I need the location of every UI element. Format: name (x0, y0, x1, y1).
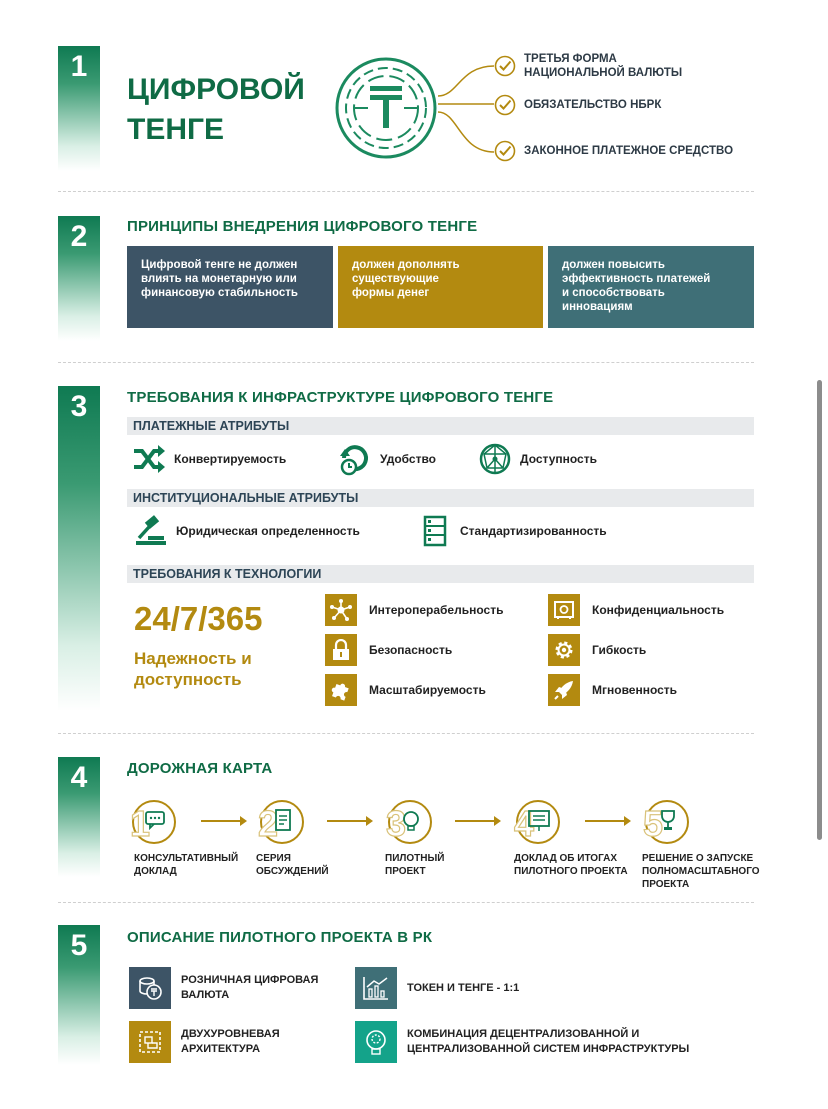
pilot-line: АРХИТЕКТУРА (181, 1043, 261, 1055)
tech-instant (548, 674, 677, 706)
technology-requirements-header: ТРЕБОВАНИЯ К ТЕХНОЛОГИИ (127, 565, 754, 583)
coin-stack-icon (129, 967, 171, 1009)
attr-accessibility (478, 442, 597, 476)
principle-box-stability (127, 246, 333, 328)
roadmap-arrow (327, 820, 371, 822)
principle-line: Цифровой тенге не должен (141, 259, 298, 271)
roadmap-step-4-label (514, 852, 628, 878)
principle-box-complement (338, 246, 543, 328)
principle-line: должен дополнять (352, 259, 460, 271)
section-divider (58, 733, 754, 734)
page-title (127, 70, 305, 150)
roadmap-step-3-lightbulb-icon (384, 798, 432, 846)
tech-interoperability (325, 594, 503, 626)
emblem-item-line-2: НАЦИОНАЛЬНОЙ ВАЛЮТЫ (524, 67, 683, 79)
svg-text:4: 4 (514, 803, 535, 844)
clock-arrow-icon (338, 442, 372, 476)
svg-text:5: 5 (643, 803, 664, 844)
section-2-number-bar (58, 216, 100, 341)
attr-label: Доступность (520, 452, 597, 466)
attr-label: Стандартизированность (460, 524, 607, 538)
pilot-line: ДВУХУРОВНЕВАЯ (181, 1028, 280, 1040)
puzzle-icon (325, 674, 357, 706)
digital-tenge-emblem-icon (334, 56, 438, 160)
title-line-1: ЦИФРОВОЙ (127, 73, 305, 106)
checklist-icon (418, 514, 452, 548)
roadmap-step-2-document-icon (256, 798, 304, 846)
tech-security (325, 634, 452, 666)
gavel-icon (134, 514, 168, 548)
check-circle-icon (494, 94, 516, 116)
roadmap-step-4-report-icon (512, 798, 560, 846)
reliability-caption (134, 648, 252, 690)
emblem-item-line-1: ТРЕТЬЯ ФОРМА (524, 53, 617, 65)
section-2-number: 2 (70, 220, 88, 253)
tech-scalability (325, 674, 486, 706)
attr-legal-certainty (134, 514, 360, 548)
pilot-line: РОЗНИЧНАЯ ЦИФРОВАЯ (181, 974, 319, 986)
principle-line: должен повысить (562, 259, 665, 271)
step-line: ПИЛОТНЫЙ (385, 853, 445, 864)
pilot-line: КОМБИНАЦИЯ ДЕЦЕНТРАЛИЗОВАННОЙ И (407, 1028, 640, 1040)
tech-label: Конфиденциальность (592, 603, 725, 617)
emblem-item-line-1: ОБЯЗАТЕЛЬСТВО НБРК (524, 99, 662, 111)
step-line: ПОЛНОМАСШТАБНОГО (642, 866, 760, 877)
pilot-line: ЦЕНТРАЛИЗОВАННОЙ СИСТЕМ ИНФРАСТРУКТУРЫ (407, 1043, 690, 1055)
pilot-retail-currency (129, 967, 318, 1009)
step-line: ДОКЛАД ОБ ИТОГАХ (514, 853, 618, 864)
step-line: РЕШЕНИЕ О ЗАПУСКЕ (642, 853, 754, 864)
lightbulb-gear-icon (355, 1021, 397, 1063)
section-5-number: 5 (70, 929, 88, 962)
tech-label: Безопасность (369, 643, 453, 657)
section-5-title: ОПИСАНИЕ ПИЛОТНОГО ПРОЕКТА В РК (127, 929, 433, 946)
emblem-item-legal-tender (494, 140, 733, 162)
principle-line: эффективность платежей (562, 273, 711, 285)
section-3-number: 3 (70, 390, 88, 423)
step-line: СЕРИЯ (256, 853, 291, 864)
section-3-title: ТРЕБОВАНИЯ К ИНФРАСТРУКТУРЕ ЦИФРОВОГО ТЕНГЕ (127, 389, 554, 406)
section-divider (58, 191, 754, 192)
reliability-line-2: доступность (134, 670, 242, 689)
attr-label: Юридическая определенность (176, 524, 360, 538)
section-1-number-bar (58, 46, 100, 171)
safe-icon (548, 594, 580, 626)
section-divider (58, 902, 754, 903)
principle-line: существующие (352, 273, 439, 285)
blueprint-icon (129, 1021, 171, 1063)
tech-label: Масштабируемость (369, 683, 486, 697)
svg-text:1: 1 (130, 803, 151, 844)
tech-flexibility (548, 634, 646, 666)
roadmap-step-5-label (642, 852, 760, 891)
attr-standardization (418, 514, 607, 548)
section-1-number: 1 (70, 50, 88, 83)
emblem-item-third-form (494, 52, 682, 80)
roadmap-step-5-trophy-icon (641, 798, 689, 846)
emblem-item-line-1: ЗАКОННОЕ ПЛАТЕЖНОЕ СРЕДСТВО (524, 145, 734, 157)
attr-convertibility (132, 442, 286, 476)
payment-attributes-header: ПЛАТЕЖНЫЕ АТРИБУТЫ (127, 417, 754, 435)
check-circle-icon (494, 140, 516, 162)
step-line: КОНСУЛЬТАТИВНЫЙ (134, 853, 239, 864)
roadmap-step-2-label (256, 852, 329, 878)
tech-label: Интероперабельность (369, 603, 504, 617)
step-line: ПРОЕКТА (642, 879, 690, 890)
section-5-number-bar (58, 925, 100, 1065)
tech-label: Мгновенность (592, 683, 678, 697)
principle-line: инновациям (562, 301, 633, 313)
roadmap-arrow (455, 820, 499, 822)
availability-figure: 24/7/365 (134, 600, 263, 637)
tech-confidentiality (548, 594, 724, 626)
pilot-two-tier (129, 1021, 280, 1063)
lock-icon (325, 634, 357, 666)
roadmap-step-1-chat-icon (128, 798, 176, 846)
hub-nodes-icon (325, 594, 357, 626)
roadmap-arrow (585, 820, 629, 822)
pilot-combination (355, 1021, 689, 1063)
gear-icon (548, 634, 580, 666)
emblem-connector-lines (438, 60, 496, 160)
institutional-attributes-header: ИНСТИТУЦИОНАЛЬНЫЕ АТРИБУТЫ (127, 489, 754, 507)
roadmap-step-3-label (385, 852, 444, 878)
growth-chart-icon (355, 967, 397, 1009)
section-4-number: 4 (70, 761, 88, 794)
step-line: ПРОЕКТ (385, 866, 426, 877)
tech-label: Гибкость (592, 643, 647, 657)
principle-line: влиять на монетарную или (141, 273, 297, 285)
svg-text:2: 2 (258, 803, 279, 844)
attr-convenience (338, 442, 436, 476)
pilot-line: ВАЛЮТА (181, 989, 230, 1001)
attr-label: Удобство (380, 452, 437, 466)
pilot-line: ТОКЕН И ТЕНГЕ - 1:1 (407, 981, 520, 994)
section-4-title: ДОРОЖНАЯ КАРТА (127, 760, 273, 777)
section-divider (58, 362, 754, 363)
check-circle-icon (494, 55, 516, 77)
title-line-2: ТЕНГЕ (127, 113, 225, 146)
section-3-number-bar (58, 386, 100, 711)
roadmap-arrow (201, 820, 245, 822)
step-line: ОБСУЖДЕНИЙ (256, 866, 329, 877)
shuffle-icon (132, 442, 166, 476)
emblem-item-nbrk (494, 94, 661, 116)
rocket-icon (548, 674, 580, 706)
principle-line: финансовую стабильность (141, 287, 298, 299)
section-2-title: ПРИНЦИПЫ ВНЕДРЕНИЯ ЦИФРОВОГО ТЕНГЕ (127, 218, 478, 235)
step-line: ДОКЛАД (134, 866, 177, 877)
principle-line: и способствовать (562, 287, 665, 299)
attr-label: Конвертируемость (174, 452, 287, 466)
scrollbar-thumb[interactable] (817, 380, 822, 840)
principle-line: формы денег (352, 287, 430, 299)
network-globe-icon (478, 442, 512, 476)
pilot-token-tenge (355, 967, 519, 1009)
step-line: ПИЛОТНОГО ПРОЕКТА (514, 866, 628, 877)
principle-box-efficiency (548, 246, 754, 328)
svg-text:3: 3 (386, 803, 407, 844)
reliability-line-1: Надежность и (134, 649, 252, 668)
roadmap-step-1-label (134, 852, 238, 878)
section-4-number-bar (58, 757, 100, 877)
